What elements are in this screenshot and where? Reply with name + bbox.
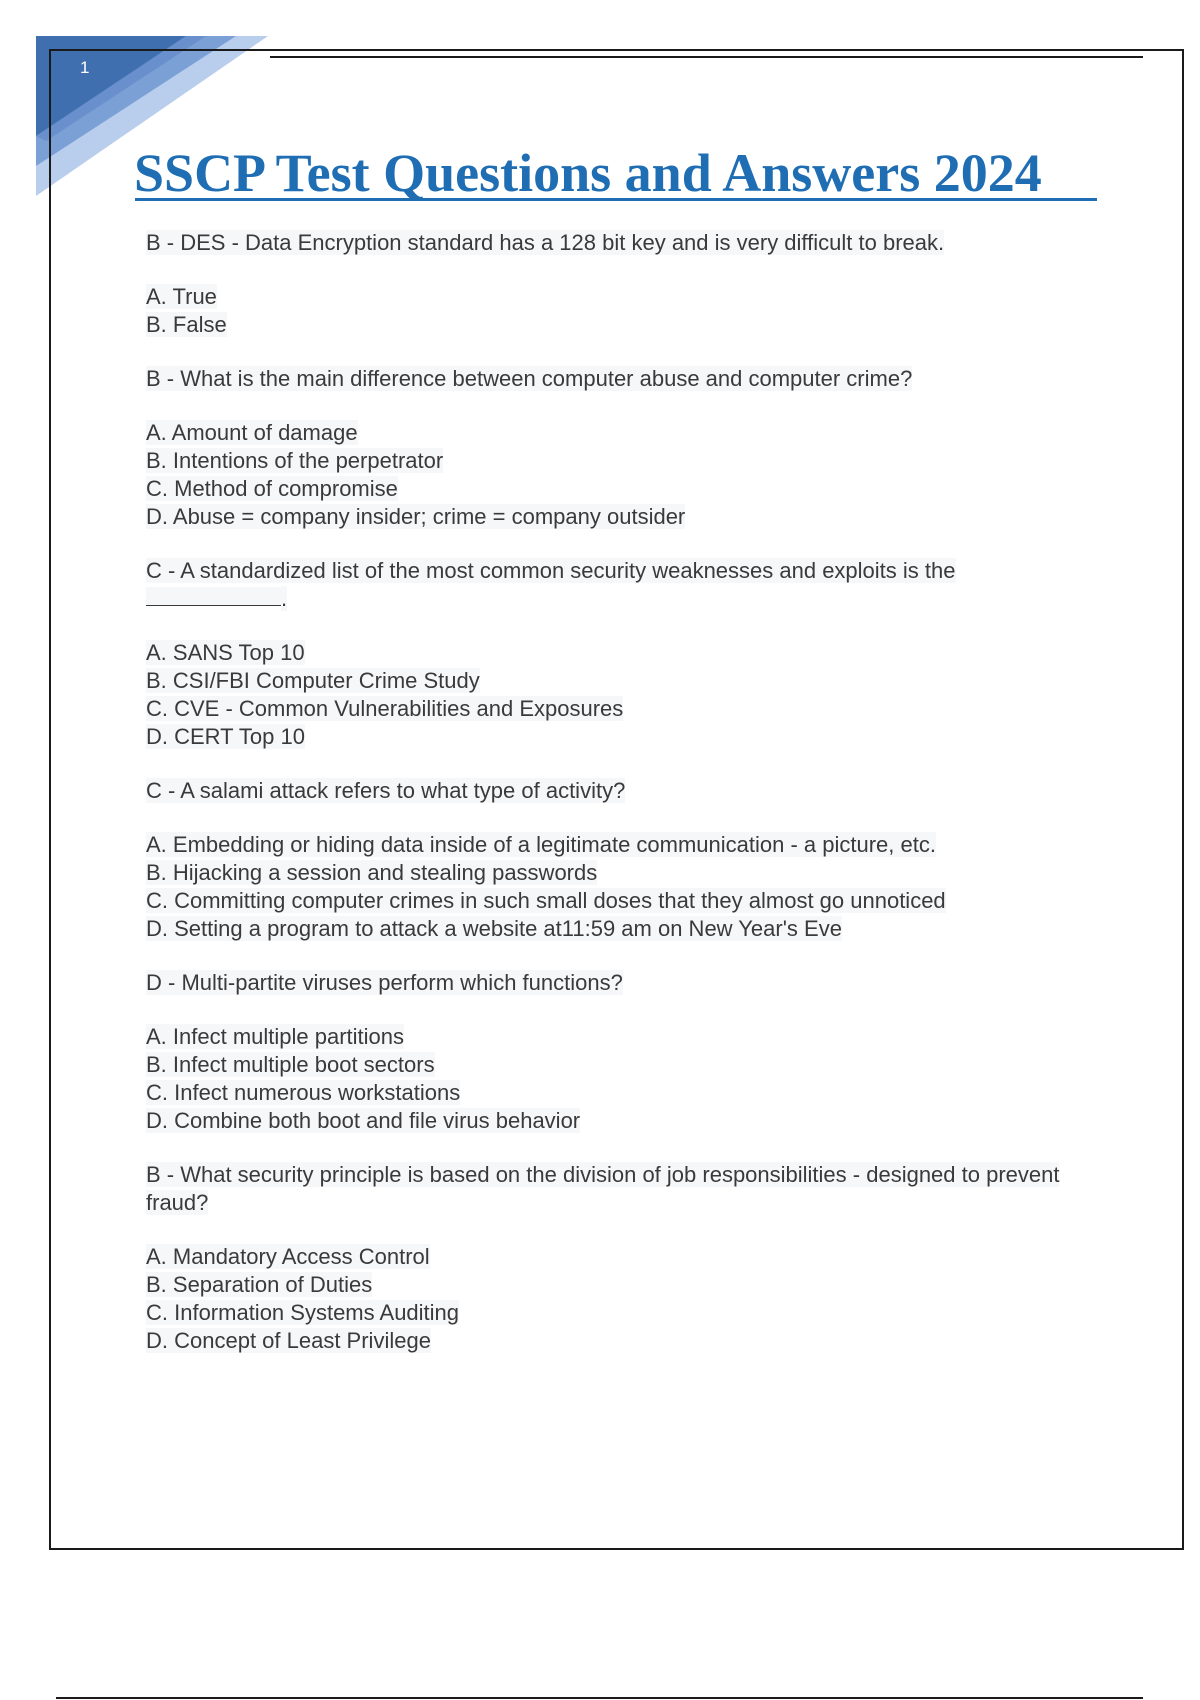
answer-option: D. Combine both boot and file virus behavior <box>146 1108 581 1133</box>
answer-option: B. Infect multiple boot sectors <box>146 1052 435 1077</box>
question-list <box>146 229 1086 1381</box>
question-block <box>146 969 1086 1135</box>
question-text: C - A standardized list of the most common security weaknesses and exploits is the . <box>146 558 956 611</box>
question-block <box>146 1161 1086 1355</box>
question-block <box>146 365 1086 531</box>
question-text: B - What is the main difference between computer abuse and computer crime? <box>146 366 913 391</box>
answer-option: D. CERT Top 10 <box>146 724 305 749</box>
answer-options <box>146 419 1086 531</box>
answer-option: A. Amount of damage <box>146 420 358 445</box>
answer-options <box>146 283 1086 339</box>
answer-option: D. Abuse = company insider; crime = company outsider <box>146 504 686 529</box>
answer-option: C. Infect numerous workstations <box>146 1080 461 1105</box>
question-text: B - What security principle is based on the division of job responsibilities - designed to prevent fraud? <box>146 1162 1060 1215</box>
answer-option: C. Information Systems Auditing <box>146 1300 460 1325</box>
question-text: D - Multi-partite viruses perform which functions? <box>146 970 623 995</box>
page-number: 1 <box>80 58 90 77</box>
answer-options <box>146 1023 1086 1135</box>
answer-option: A. Infect multiple partitions <box>146 1024 405 1049</box>
answer-option: C. CVE - Common Vulnerabilities and Exposures <box>146 696 624 721</box>
answer-option: C. Committing computer crimes in such small doses that they almost go unnoticed <box>146 888 946 913</box>
answer-option: B. Intentions of the perpetrator <box>146 448 444 473</box>
answer-option: B. CSI/FBI Computer Crime Study <box>146 668 480 693</box>
answer-option: C. Method of compromise <box>146 476 398 501</box>
answer-option: B. False <box>146 312 227 337</box>
question-text: C - A salami attack refers to what type of activity? <box>146 778 626 803</box>
answer-option: A. Mandatory Access Control <box>146 1244 430 1269</box>
title-underline <box>135 198 1097 201</box>
answer-option: D. Concept of Least Privilege <box>146 1328 431 1353</box>
footer-rule <box>56 1697 1143 1699</box>
answer-option: A. Embedding or hiding data inside of a legitimate communication - a picture, etc. <box>146 832 936 857</box>
fill-in-blank <box>146 587 281 606</box>
answer-option: B. Hijacking a session and stealing passwords <box>146 860 598 885</box>
question-text: B - DES - Data Encryption standard has a 128 bit key and is very difficult to break. <box>146 230 945 255</box>
question-block <box>146 229 1086 339</box>
answer-options <box>146 1243 1086 1355</box>
answer-option: B. Separation of Duties <box>146 1272 373 1297</box>
header-rule <box>270 56 1143 58</box>
document-title: SSCP Test Questions and Answers 2024 <box>134 143 1042 203</box>
question-block <box>146 557 1086 751</box>
answer-options <box>146 831 1086 943</box>
question-block <box>146 777 1086 943</box>
answer-options <box>146 639 1086 751</box>
answer-option: A. True <box>146 284 217 309</box>
answer-option: A. SANS Top 10 <box>146 640 305 665</box>
answer-option: D. Setting a program to attack a website at11:59 am on New Year's Eve <box>146 916 842 941</box>
